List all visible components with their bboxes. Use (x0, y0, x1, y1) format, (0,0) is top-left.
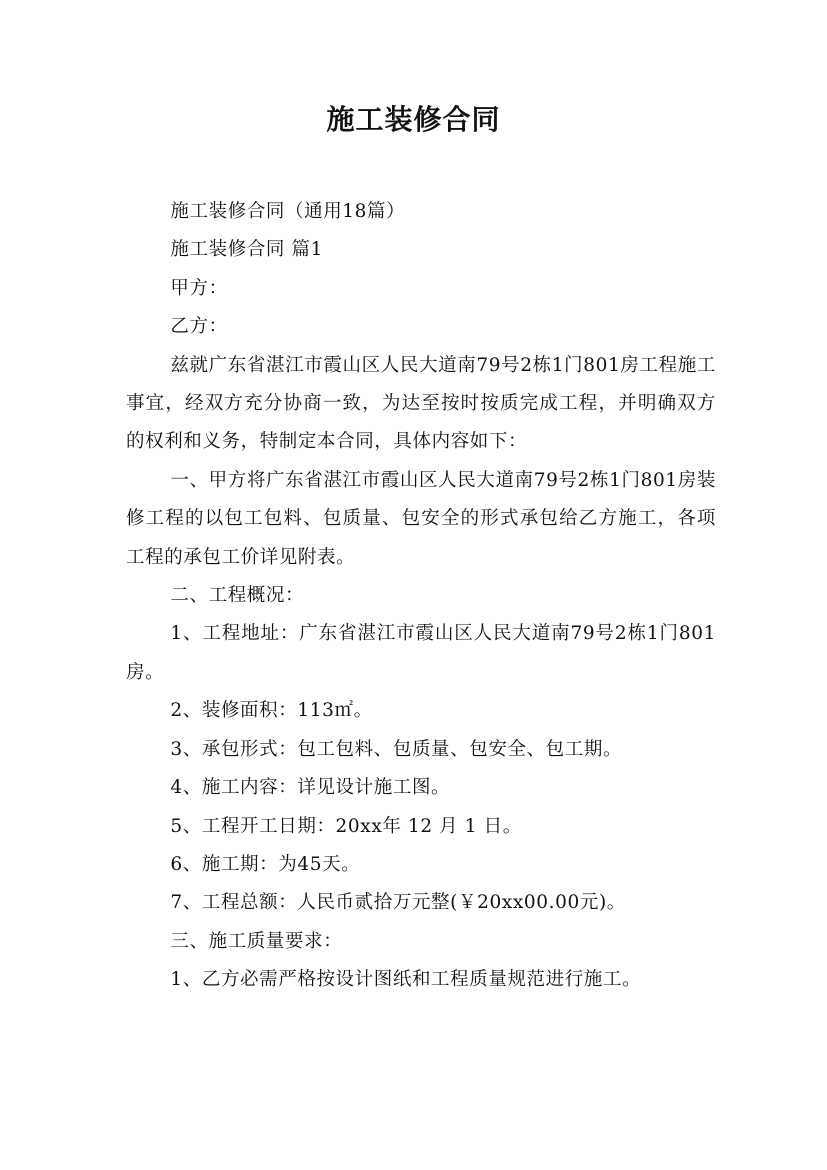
paragraph: 3、承包形式：包工包料、包质量、包安全、包工期。 (170, 738, 623, 760)
paragraph: 4、施工内容：详见设计施工图。 (170, 777, 451, 799)
paragraph: 2、装修面积：113㎡。 (170, 700, 373, 722)
paragraph: 1、乙方必需严格按设计图纸和工程质量规范进行施工。 (170, 969, 642, 991)
paragraph: 乙方： (170, 316, 228, 338)
paragraph: 三、施工质量要求： (170, 930, 343, 952)
document-body (126, 193, 716, 1000)
paragraph: 二、工程概况： (170, 585, 305, 607)
paragraph: 兹就广东省湛江市霞山区人民大道南79号2栋1门801房工程施工事宜，经双方充分协商一致，为达至按时按质完成工程，并明确双方的权利和义务，特制定本合同，具体内容如下： (126, 354, 716, 453)
paragraph: 6、施工期：为45天。 (170, 853, 361, 875)
paragraph: 一、甲方将广东省湛江市霞山区人民大道南79号2栋1门801房装修工程的以包工包料、包质量、包安全的形式承包给乙方施工，各项工程的承包工价详见附表。 (126, 469, 716, 568)
paragraph: 施工装修合同（通用18篇） (170, 201, 406, 222)
paragraph: 施工装修合同 篇1 (170, 239, 323, 261)
paragraph: 5、工程开工日期：20xx年 12 月 1 日。 (170, 815, 522, 837)
paragraph: 7、工程总额：人民币贰拾万元整(￥20xx00.00元)。 (170, 892, 626, 914)
paragraph: 1、工程地址：广东省湛江市霞山区人民大道南79号2栋1门801房。 (126, 623, 716, 683)
document-title: 施工装修合同 (326, 103, 501, 136)
paragraph: 甲方： (170, 277, 228, 299)
